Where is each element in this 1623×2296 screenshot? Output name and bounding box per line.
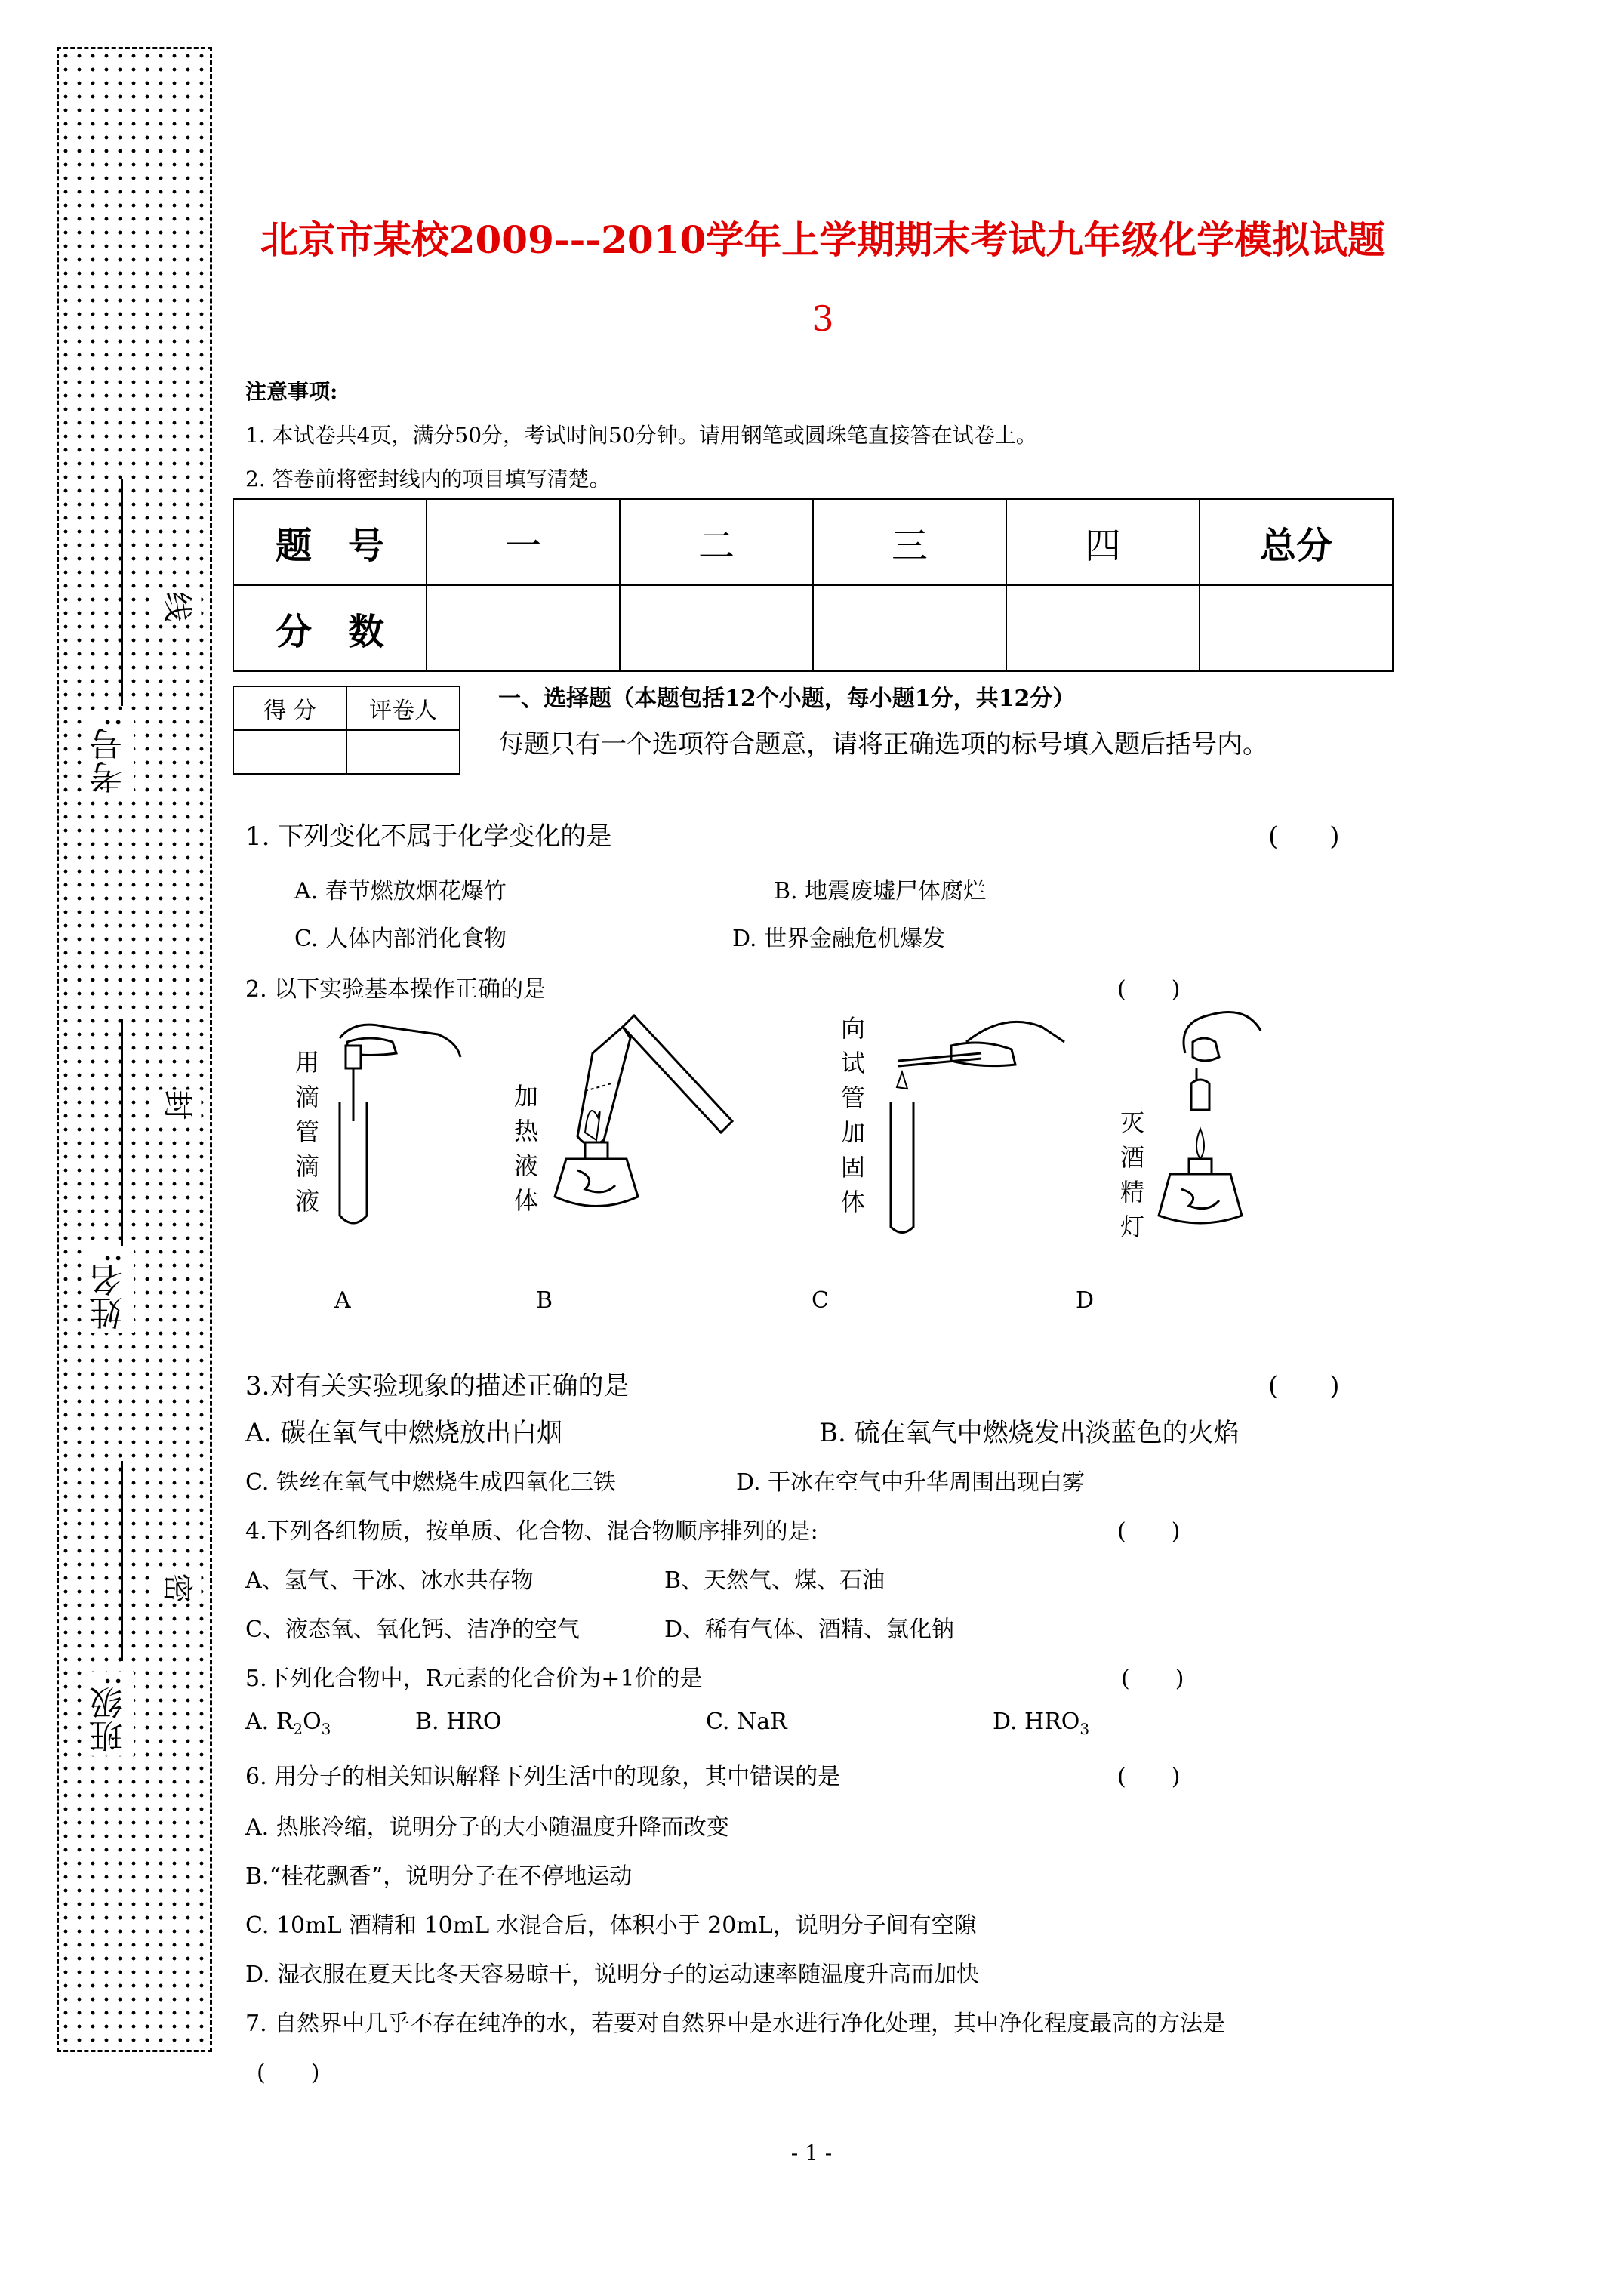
exam-no-line (121, 479, 123, 706)
answer-paren[interactable]: ( ) (1268, 821, 1340, 852)
score-cell[interactable] (1006, 585, 1200, 671)
question-text: 4.下列各组物质，按单质、化合物、混合物顺序排列的是: (245, 1518, 818, 1545)
option-b: B. 地震废墟尸体腐烂 (774, 878, 987, 905)
notice-item: 1. 本试卷共4页，满分50分，考试时间50分钟。请用钢笔或圆珠笔直接答在试卷上。 (245, 423, 1037, 448)
exam-no-label: 考号: (85, 713, 134, 797)
option-c: C、液态氧、氧化钙、洁净的空气 (245, 1616, 580, 1643)
question-text: 5.下列化合物中，R元素的化合价为+1价的是 (245, 1666, 703, 1692)
figure-letter-d: D (1076, 1287, 1095, 1314)
answer-paren[interactable]: ( ) (1117, 1764, 1181, 1790)
question-text: 3.对有关实验现象的描述正确的是 (245, 1371, 630, 1401)
option-b: B、天然气、煤、石油 (664, 1567, 885, 1594)
table-header-cell: 总分 (1200, 499, 1393, 585)
option-b: B. 硫在氧气中燃烧发出淡蓝色的火焰 (819, 1418, 1240, 1448)
question-text: 2. 以下实验基本操作正确的是 (245, 976, 547, 1003)
seal-char: 封 (159, 1090, 202, 1120)
name-line (121, 1019, 123, 1246)
binding-margin (57, 47, 212, 2052)
figure-d-lamp (1155, 1000, 1306, 1242)
figure-a-dropper (325, 1012, 476, 1238)
table-header-cell: 三 (813, 499, 1006, 585)
option-c: C. 10mL 酒精和 10mL 水混合后，体积小于 20mL，说明分子间有空隙 (245, 1912, 977, 1939)
figure-letter-a: A (334, 1287, 351, 1314)
answer-paren[interactable]: ( ) (1117, 1518, 1181, 1545)
option-c: C. 人体内部消化食物 (294, 926, 507, 952)
option-a: A. $R_2O_3$ (245, 1709, 331, 1738)
table-header-cell: 题 号 (233, 499, 427, 585)
secret-char: 密 (159, 1573, 202, 1604)
question-text: 7. 自然界中几乎不存在纯净的水，若要对自然界中是水进行净化处理，其中净化程度最高的方法是 (245, 2011, 1226, 2037)
table-header-cell: 二 (620, 499, 813, 585)
line-char: 线 (159, 592, 202, 622)
section-heading: 一、选择题（本题包括12个小题，每小题1分，共12分） (498, 686, 1076, 712)
score-table (233, 498, 1394, 672)
grader-name-label: 评卷人 (346, 686, 460, 730)
option-a: A. 碳在氧气中燃烧放出白烟 (245, 1418, 563, 1448)
option-a: A、氢气、干冰、冰水共存物 (245, 1567, 534, 1594)
option-d: D. 湿衣服在夏天比冬天容易晾干，说明分子的运动速率随温度升高而加快 (245, 1962, 980, 1988)
figure-c-solid (868, 997, 1072, 1246)
question-text: 6. 用分子的相关知识解释下列生活中的现象，其中错误的是 (245, 1764, 841, 1790)
figure-letter-c: C (812, 1287, 829, 1314)
figure-b-heating (544, 1008, 740, 1234)
option-c: C. NaR (706, 1709, 787, 1735)
option-d: D. 干冰在空气中升华周围出现白雾 (736, 1469, 1086, 1496)
table-header-cell: 一 (427, 499, 620, 585)
question-text: 1. 下列变化不属于化学变化的是 (245, 821, 612, 852)
option-a: A. 春节燃放烟花爆竹 (294, 878, 507, 905)
notice-item: 2. 答卷前将密封线内的项目填写清楚。 (245, 467, 611, 492)
option-d: D. 世界金融危机爆发 (732, 926, 946, 952)
grader-score-cell[interactable] (233, 730, 346, 774)
figure-a-caption: 用滴管滴液 (291, 1049, 320, 1223)
figure-c-caption: 向试管加固体 (837, 1015, 866, 1224)
option-b: B. HRO (415, 1709, 502, 1735)
figure-b-caption: 加热液体 (510, 1083, 539, 1222)
option-b: B.“桂花飘香”，说明分子在不停地运动 (245, 1863, 633, 1890)
name-label: 姓名: (85, 1250, 134, 1333)
answer-paren[interactable]: ( ) (1117, 976, 1181, 1003)
option-c: C. 铁丝在氧气中燃烧生成四氧化三铁 (245, 1469, 616, 1496)
score-cell[interactable] (620, 585, 813, 671)
score-cell[interactable] (427, 585, 620, 671)
section-instruction: 每题只有一个选项符合题意，请将正确选项的标号填入题后括号内。 (498, 729, 1268, 760)
class-line (121, 1461, 123, 1661)
grader-name-cell[interactable] (346, 730, 460, 774)
notice-heading: 注意事项: (245, 379, 338, 404)
answer-paren[interactable]: ( ) (257, 2060, 320, 2086)
score-cell[interactable] (813, 585, 1006, 671)
option-d: D. $HRO_3$ (993, 1709, 1090, 1738)
figure-d-caption: 灭酒精灯 (1116, 1110, 1145, 1249)
class-label: 班级: (85, 1672, 134, 1756)
answer-paren[interactable]: ( ) (1268, 1371, 1340, 1401)
table-header-cell: 四 (1006, 499, 1200, 585)
page-title: 北京市某校2009---2010学年上学期期末考试九年级化学模拟试题 (260, 217, 1386, 262)
title-number: 3 (812, 298, 834, 339)
page-number: - 1 - (790, 2140, 833, 2165)
grader-table (233, 686, 460, 775)
grader-score-label: 得 分 (233, 686, 346, 730)
option-d: D、稀有气体、酒精、氯化钠 (664, 1616, 955, 1643)
answer-paren[interactable]: ( ) (1121, 1666, 1184, 1692)
table-row-label: 分 数 (233, 585, 427, 671)
figure-letter-b: B (536, 1287, 553, 1314)
option-a: A. 热胀冷缩，说明分子的大小随温度升降而改变 (245, 1814, 729, 1841)
score-cell[interactable] (1200, 585, 1393, 671)
